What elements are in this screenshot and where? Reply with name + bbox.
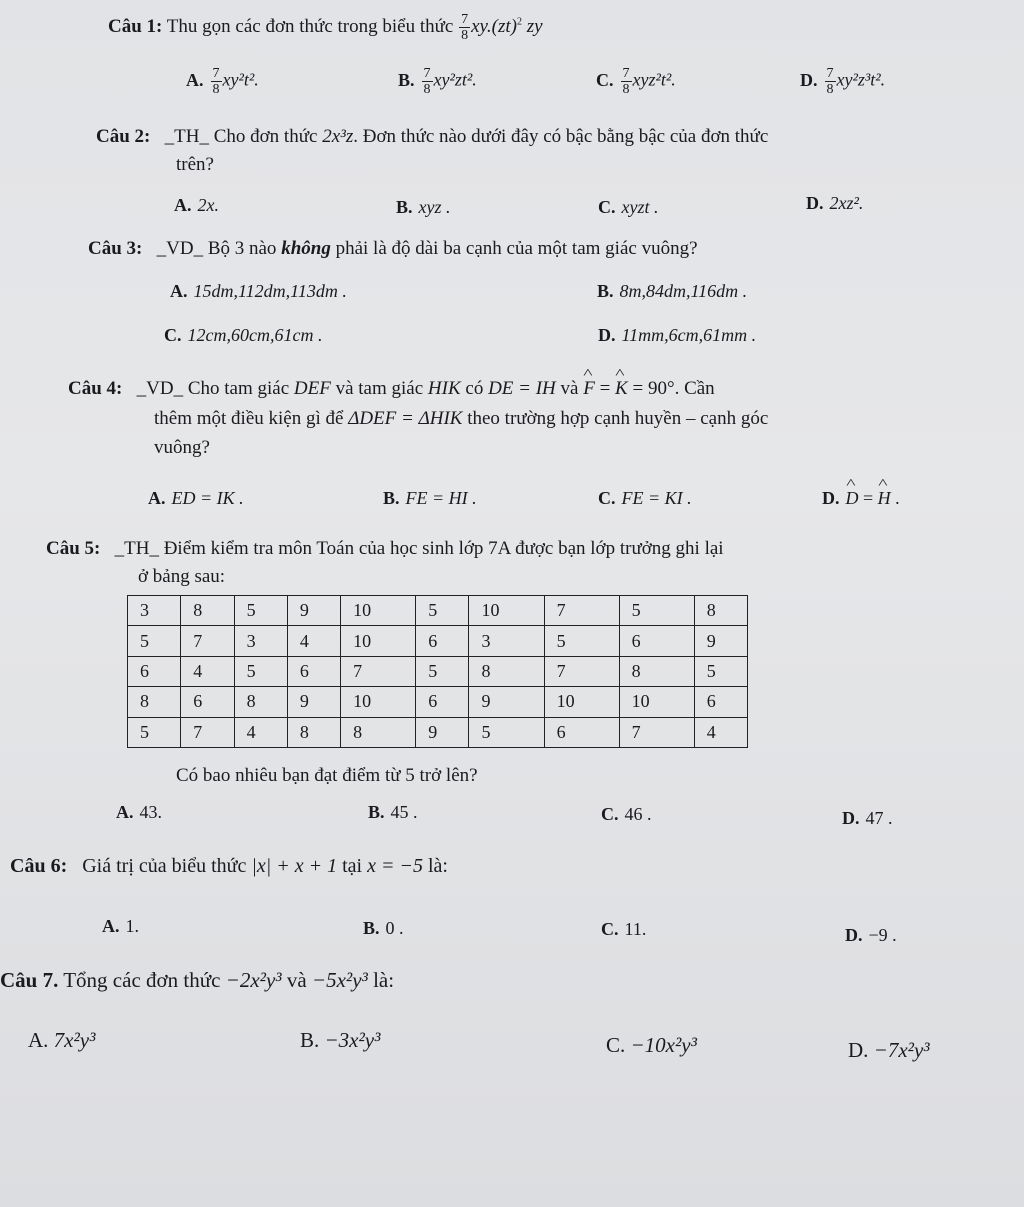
- table-cell: 8: [341, 717, 416, 747]
- table-cell: 6: [544, 717, 619, 747]
- table-cell: 6: [416, 626, 469, 656]
- q4-option-c: C. FE = KI .: [598, 488, 692, 508]
- table-cell: 8: [181, 596, 234, 626]
- table-cell: 6: [128, 656, 181, 686]
- question-3: Câu 3: _VD_ Bộ 3 nào không phải là độ dài ba cạnh của một tam giác vuông?: [88, 238, 698, 259]
- table-cell: 7: [181, 626, 234, 656]
- table-cell: 5: [234, 656, 287, 686]
- table-cell: 9: [287, 687, 340, 717]
- table-cell: 10: [341, 626, 416, 656]
- table-cell: 6: [694, 687, 747, 717]
- table-cell: 7: [341, 656, 416, 686]
- table-row: [128, 717, 748, 747]
- table-cell: 10: [544, 687, 619, 717]
- question-number: Câu 7.: [0, 968, 59, 992]
- q4-option-d: D.^ D = ^ H .: [822, 488, 900, 509]
- table-cell: 6: [416, 687, 469, 717]
- q6-option-a: A. 1.: [102, 916, 139, 936]
- table-cell: 5: [416, 656, 469, 686]
- table-cell: 3: [128, 596, 181, 626]
- question-number: Câu 4:: [68, 378, 123, 399]
- table-cell: 8: [128, 687, 181, 717]
- table-cell: 3: [234, 626, 287, 656]
- q6-option-c: C. 11.: [601, 919, 647, 939]
- question-5-prompt: Có bao nhiêu bạn đạt điểm từ 5 trở lên?: [176, 765, 478, 786]
- table-cell: 10: [341, 596, 416, 626]
- q3-option-d: D. 11mm,6cm,61mm .: [598, 325, 757, 345]
- table-cell: 6: [181, 687, 234, 717]
- question-5-line2: ở bảng sau:: [138, 566, 226, 587]
- table-cell: 7: [544, 656, 619, 686]
- q5-option-d: D. 47 .: [842, 808, 893, 828]
- table-cell: 5: [544, 626, 619, 656]
- table-cell: 8: [469, 656, 544, 686]
- q2-option-c: C. xyzt .: [598, 197, 659, 217]
- table-row: [128, 626, 748, 656]
- q6-option-b: B. 0 .: [363, 918, 404, 938]
- table-cell: 10: [619, 687, 694, 717]
- q1-option-d: D. $\frac{7}{8}$ xy²z³t².: [800, 66, 886, 97]
- table-cell: 10: [341, 687, 416, 717]
- q5-option-b: B. 45 .: [368, 802, 418, 822]
- table-cell: 4: [234, 717, 287, 747]
- q3-option-b: B. 8m,84dm,116dm .: [597, 281, 748, 301]
- table-cell: 7: [544, 596, 619, 626]
- table-cell: 8: [694, 596, 747, 626]
- table-cell: 5: [416, 596, 469, 626]
- table-cell: 7: [619, 717, 694, 747]
- q3-option-a: A. 15dm,112dm,113dm .: [170, 281, 347, 301]
- q6-option-d: D. −9 .: [845, 925, 897, 945]
- question-4-line3: vuông?: [154, 437, 210, 458]
- question-number: Câu 2:: [96, 126, 151, 147]
- question-1: Câu 1: Thu gọn các đơn thức trong biểu thức $\frac{7}{8}$ xy.(zt)$^2$ zy: [108, 12, 543, 43]
- q7-option-d: D. −7x²y³: [848, 1038, 930, 1062]
- q4-option-a: A. ED = IK .: [148, 488, 244, 508]
- table-cell: 5: [469, 717, 544, 747]
- q1-option-c: C. $\frac{7}{8}$ xyz²t².: [596, 66, 676, 97]
- q5-option-c: C. 46 .: [601, 804, 652, 824]
- question-6: Câu 6: Giá trị của biểu thức |x| + x + 1 tại x = −5 là:: [10, 855, 448, 877]
- table-cell: 9: [469, 687, 544, 717]
- expression: 2x³z: [322, 126, 354, 147]
- table-cell: 7: [181, 717, 234, 747]
- table-row: [128, 596, 748, 626]
- table-cell: 5: [128, 626, 181, 656]
- table-cell: 9: [694, 626, 747, 656]
- q7-option-b: B. −3x²y³: [300, 1028, 381, 1052]
- question-7: Câu 7. Tổng các đơn thức −2x²y³ và −5x²y³ là:: [0, 968, 395, 992]
- table-cell: 9: [416, 717, 469, 747]
- q3-option-c: C. 12cm,60cm,61cm .: [164, 325, 323, 345]
- q1-option-a: A. $\frac{7}{8}$ xy²t².: [186, 66, 259, 97]
- table-row: [128, 687, 748, 717]
- table-cell: 4: [287, 626, 340, 656]
- question-5: Câu 5: _TH_ Điểm kiểm tra môn Toán của học sinh lớp 7A được bạn lớp trưởng ghi lại: [46, 538, 724, 559]
- table-cell: 5: [694, 656, 747, 686]
- question-2-line2: trên?: [176, 154, 214, 175]
- table-cell: 4: [694, 717, 747, 747]
- table-cell: 6: [287, 656, 340, 686]
- q1-option-b: B. $\frac{7}{8}$ xy²zt².: [398, 66, 477, 97]
- question-number: Câu 1:: [108, 15, 163, 37]
- table-cell: 9: [287, 596, 340, 626]
- q2-option-d: D. 2xz².: [806, 193, 864, 213]
- table-cell: 5: [128, 717, 181, 747]
- table-cell: 10: [469, 596, 544, 626]
- table-cell: 8: [619, 656, 694, 686]
- question-4-line2: thêm một điều kiện gì để ΔDEF = ΔHIK theo trường hợp cạnh huyền – cạnh góc: [154, 408, 769, 429]
- table-cell: 4: [181, 656, 234, 686]
- q5-option-a: A. 43.: [116, 802, 162, 822]
- expression: xy.(zt): [471, 15, 517, 37]
- score-table: [127, 595, 748, 748]
- table-cell: 8: [234, 687, 287, 717]
- table-cell: 8: [287, 717, 340, 747]
- table-cell: 6: [619, 626, 694, 656]
- question-text: Thu gọn các đơn thức trong biểu thức: [166, 15, 454, 37]
- question-number: Câu 5:: [46, 538, 101, 559]
- q2-option-b: B. xyz .: [396, 197, 451, 217]
- fraction: $\frac{7}{8}$: [461, 12, 469, 43]
- question-2: Câu 2: _TH_ Cho đơn thức 2x³z. Đơn thức nào dưới đây có bậc bằng bậc của đơn thức: [96, 126, 769, 147]
- question-4: Câu 4: _VD_ Cho tam giác DEF và tam giác HIK có DE = IH và ^ F = ^ K = 90°. Cần: [68, 378, 715, 400]
- table-cell: 3: [469, 626, 544, 656]
- q7-option-a: A. 7x²y³: [28, 1028, 96, 1052]
- table-row: [128, 656, 748, 686]
- q7-option-c: C. −10x²y³: [606, 1033, 697, 1057]
- question-number: Câu 6:: [10, 855, 68, 877]
- table-cell: 5: [619, 596, 694, 626]
- q4-option-b: B. FE = HI .: [383, 488, 477, 508]
- q2-option-a: A. 2x.: [174, 195, 219, 215]
- table-cell: 5: [234, 596, 287, 626]
- question-number: Câu 3:: [88, 238, 143, 259]
